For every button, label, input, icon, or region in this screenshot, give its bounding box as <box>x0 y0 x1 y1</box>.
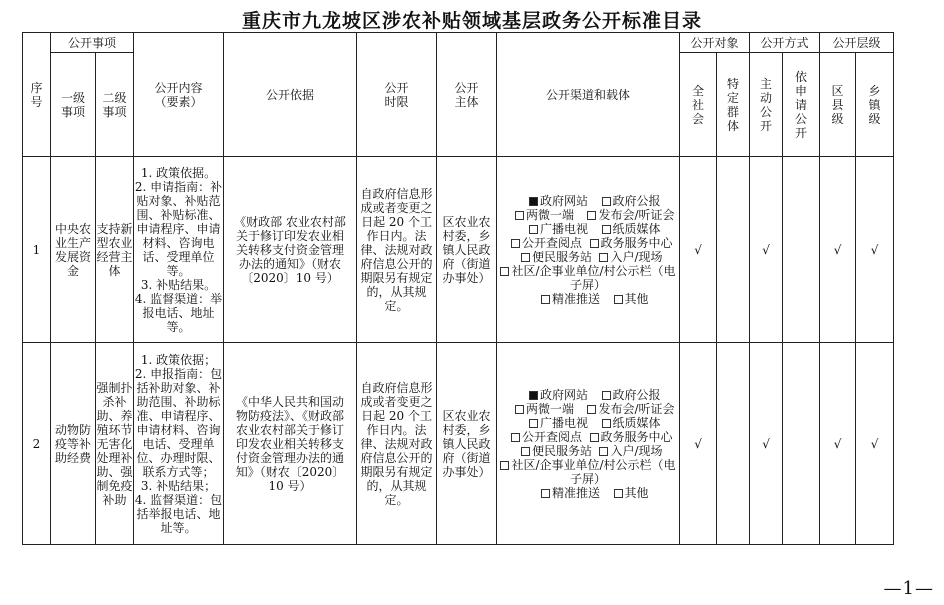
channel-option <box>513 250 599 264</box>
channel-option <box>587 402 674 416</box>
checkbox <box>500 461 509 470</box>
channel-option <box>497 264 679 292</box>
checkbox <box>602 225 611 234</box>
checkbox <box>541 489 550 498</box>
header-level2: 二级 事项 <box>96 53 134 157</box>
channel-label: 政务服务中心 <box>600 235 673 250</box>
channel-option <box>602 194 661 208</box>
header-method-group: 公开方式 <box>750 33 820 53</box>
row-level2: 强制扑杀补助、养殖环节无害化处理补助、强制免疫补助 <box>96 343 134 545</box>
checkbox <box>599 447 608 456</box>
channel-option <box>602 416 661 430</box>
checkbox <box>599 253 608 262</box>
row-target-specific <box>717 157 750 343</box>
row-basis: 《财政部 农业农村部关于修订印发农业相关转移支付资金管理办法的通知》（财农〔2020〕10 号） <box>224 157 357 343</box>
channel-label: 社区/企事业单位/村公示栏（电子屏） <box>511 263 676 292</box>
checkbox <box>614 489 623 498</box>
row-channels <box>497 157 680 343</box>
header-items-group: 公开事项 <box>51 33 134 53</box>
checkbox <box>541 295 550 304</box>
channel-option <box>516 194 602 208</box>
checkbox <box>590 433 599 442</box>
channel-option <box>516 388 602 402</box>
row-content: 1. 政策依据。 2. 申请指南：补贴对象、补贴范围、补贴标准、申请程序、申请材料、咨询电话、受理单位等。 3. 补贴结果。 4. 监督渠道：举报电话、地址等。 <box>134 157 224 343</box>
checkbox <box>587 405 596 414</box>
header-target-group: 公开对象 <box>680 33 750 53</box>
row-target-all: √ <box>680 157 717 343</box>
checkbox <box>521 447 530 456</box>
checkbox <box>602 197 611 206</box>
disclosure-table <box>22 32 894 545</box>
channel-option <box>599 444 662 458</box>
channel-option <box>504 236 590 250</box>
channel-line <box>497 236 679 250</box>
checkbox <box>529 391 538 400</box>
channel-option <box>599 250 662 264</box>
row-subject: 区农业农村委，乡镇人民政府（街道办事处） <box>437 157 497 343</box>
channel-label: 广播电视 <box>539 415 588 430</box>
header-method-active: 主 动 公 开 <box>750 53 783 157</box>
page-number: —1— <box>883 578 934 599</box>
channel-label: 入户/现场 <box>610 249 663 264</box>
channel-option <box>516 416 602 430</box>
channel-option <box>497 458 679 486</box>
channel-label: 政务服务中心 <box>600 429 673 444</box>
header-level1: 一级 事项 <box>51 53 96 157</box>
header-method-apply: 依 申 请 公 开 <box>783 53 820 157</box>
row-target-all: √ <box>680 343 717 545</box>
channel-label: 政府公报 <box>612 387 661 402</box>
channel-line <box>497 486 679 500</box>
header-seq: 序 号 <box>23 33 51 157</box>
row-level-town: √ <box>856 343 894 545</box>
channel-option <box>528 486 614 500</box>
checkbox <box>602 391 611 400</box>
channel-line <box>497 250 679 264</box>
channel-option <box>513 444 599 458</box>
channel-label: 其他 <box>624 291 649 306</box>
checkbox <box>515 405 524 414</box>
channel-label: 两微一端 <box>525 401 574 416</box>
channel-label: 其他 <box>624 485 649 500</box>
channel-label: 便民服务站 <box>531 443 592 458</box>
checkbox <box>529 419 538 428</box>
channel-option <box>590 430 673 444</box>
channel-label: 入户/现场 <box>610 443 663 458</box>
checkbox <box>602 419 611 428</box>
channel-label: 精准推送 <box>551 291 600 306</box>
channel-label: 发布会/听证会 <box>598 401 675 416</box>
channel-label: 精准推送 <box>551 485 600 500</box>
row-seq: 2 <box>23 343 51 545</box>
checkbox <box>511 239 520 248</box>
channel-label: 公开查阅点 <box>521 235 582 250</box>
header-level-group: 公开层级 <box>820 33 894 53</box>
header-level-district: 区 县 级 <box>820 53 856 157</box>
header-basis: 公开依据 <box>224 33 357 157</box>
table-row <box>23 157 894 343</box>
channel-line <box>497 458 679 486</box>
checkbox <box>529 197 538 206</box>
channel-label: 发布会/听证会 <box>598 207 675 222</box>
row-target-specific <box>717 343 750 545</box>
channel-label: 公开查阅点 <box>521 429 582 444</box>
row-level1: 动物防疫等补助经费 <box>51 343 96 545</box>
checkbox <box>511 433 520 442</box>
channel-line <box>497 292 679 306</box>
header-time: 公开 时限 <box>357 33 437 157</box>
header-target-all: 全 社 会 <box>680 53 717 157</box>
row-seq: 1 <box>23 157 51 343</box>
channel-option <box>516 222 602 236</box>
header-channels: 公开渠道和载体 <box>497 33 680 157</box>
channel-label: 政府公报 <box>612 193 661 208</box>
row-level-town: √ <box>856 157 894 343</box>
channel-option <box>501 402 587 416</box>
checkbox <box>515 211 524 220</box>
row-content: 1. 政策依据； 2. 申报指南：包括补助对象、补助范围、补助标准、申请程序、申请材料、咨询电话、受理单位、办理时限、联系方式等； 3. 补贴结果； 4. 监督渠道：包括举报电话、地址等。 <box>134 343 224 545</box>
table-row <box>23 343 894 545</box>
row-level-district: √ <box>820 157 856 343</box>
channel-option <box>602 388 661 402</box>
channel-line <box>497 264 679 292</box>
channel-label: 政府网站 <box>539 193 588 208</box>
checkbox <box>500 267 509 276</box>
header-target-specific: 特 定 群 体 <box>717 53 750 157</box>
channel-line <box>497 388 679 402</box>
channel-label: 纸质媒体 <box>612 415 661 430</box>
channel-line <box>497 222 679 236</box>
channel-option <box>528 292 614 306</box>
row-subject: 区农业农村委，乡镇人民政府（街道办事处） <box>437 343 497 545</box>
channel-line <box>497 194 679 208</box>
row-time: 自政府信息形成或者变更之日起 20 个工作日内。法律、法规对政府信息公开的期限另有规定的，从其规定。 <box>357 343 437 545</box>
row-level1: 中央农业生产发展资金 <box>51 157 96 343</box>
row-method-apply <box>783 157 820 343</box>
channel-option <box>501 208 587 222</box>
row-method-active: √ <box>750 343 783 545</box>
row-basis: 《中华人民共和国动物防疫法》、《财政部 农业农村部关于修订印发农业相关转移支付资金管理办法的通知》（财农〔2020〕10 号） <box>224 343 357 545</box>
checkbox <box>590 239 599 248</box>
channel-line <box>497 402 679 416</box>
checkbox <box>614 295 623 304</box>
channel-line <box>497 416 679 430</box>
channel-line <box>497 430 679 444</box>
channel-label: 政府网站 <box>539 387 588 402</box>
channel-line <box>497 208 679 222</box>
header-subject: 公开 主体 <box>437 33 497 157</box>
checkbox <box>529 225 538 234</box>
checkbox <box>587 211 596 220</box>
channel-label: 便民服务站 <box>531 249 592 264</box>
channel-label: 广播电视 <box>539 221 588 236</box>
channel-option <box>504 430 590 444</box>
header-content: 公开内容 （要素） <box>134 33 224 157</box>
row-time: 自政府信息形成或者变更之日起 20 个工作日内。法律、法规对政府信息公开的期限另有规定的，从其规定。 <box>357 157 437 343</box>
channel-option <box>590 236 673 250</box>
page-title: 重庆市九龙坡区涉农补贴领域基层政务公开标准目录 <box>241 10 702 32</box>
row-level-district: √ <box>820 343 856 545</box>
header-level-town: 乡 镇 级 <box>856 53 894 157</box>
row-level2: 支持新型农业经营主体 <box>96 157 134 343</box>
row-method-apply <box>783 343 820 545</box>
channel-label: 社区/企事业单位/村公示栏（电子屏） <box>511 457 676 486</box>
channel-label: 纸质媒体 <box>612 221 661 236</box>
channel-option <box>587 208 674 222</box>
channel-option <box>614 486 649 500</box>
channel-label: 两微一端 <box>525 207 574 222</box>
row-channels <box>497 343 680 545</box>
row-method-active: √ <box>750 157 783 343</box>
channel-line <box>497 444 679 458</box>
checkbox <box>521 253 530 262</box>
channel-option <box>602 222 661 236</box>
channel-option <box>614 292 649 306</box>
